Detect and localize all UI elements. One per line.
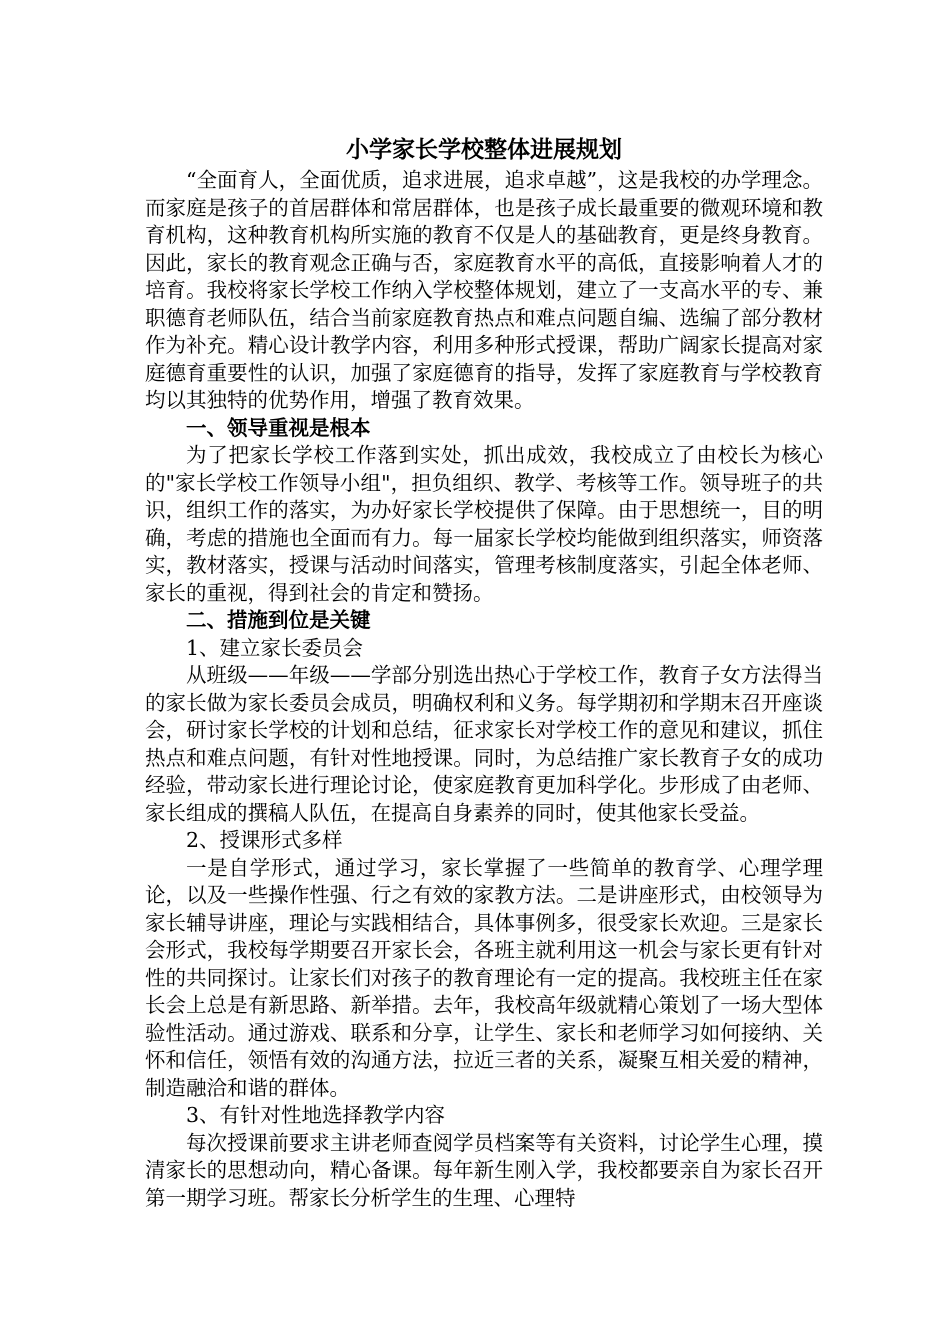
parent-committee-paragraph: 从班级——年级——学部分别选出热心于学校工作，教育子女方法得当的家长做为家长委员会成员，明确权利和义务。每学期初和学期末召开座谈会，研讨家长学校的计划和总结，征求家长对学校工作的意见和建议，抓住热点和难点问题，有针对性地授课。同时，为总结推广家长教育子女的成功经验，带动家长进行理论讨论，使家庭教育更加科学化。步形成了由老师、家长组成的撰稿人队伍，在提高自身素养的同时，使其他家长受益。 [145, 663, 823, 825]
section-heading-leadership: 一、领导重视是根本 [186, 415, 371, 440]
teaching-forms-paragraph: 一是自学形式，通过学习，家长掌握了一些简单的教育学、心理学理论，以及一些操作性强、行之有效的家教方法。二是讲座形式，由校领导为家长辅导讲座，理论与实践相结合，具体事例多，很受家长欢迎。三是家长会形式，我校每学期要召开家长会，各班主就利用这一机会与家长更有针对性的共同探讨。让家长们对孩子的教育理论有一定的提高。我校班主任在家长会上总是有新思路、新举措。去年，我校高年级就精心策划了一场大型体验性活动。通过游戏、联系和分享，让学生、家长和老师学习如何接纳、关怀和信任，领悟有效的沟通方法，拉近三者的关系，凝聚互相关爱的精神，制造融洽和谐的群体。 [145, 855, 823, 1100]
document-title: 小学家长学校整体进展规划 [346, 137, 622, 163]
subheading-teaching-content: 3、有针对性地选择教学内容 [186, 1103, 446, 1127]
subheading-parent-committee: 1、建立家长委员会 [186, 635, 364, 660]
leadership-paragraph: 为了把家长学校工作落到实处，抓出成效，我校成立了由校长为核心的"家长学校工作领导小组"，担负组织、教学、考核等工作。领导班子的共识，组织工作的落实，为办好家长学校提供了保障。由于思想统一，目的明确，考虑的措施也全面而有力。每一届家长学校均能做到组织落实，师资落实，教材落实，授课与活动时间落实，管理考核制度落实，引起全体老师、家长的重视，得到社会的肯定和赞扬。 [145, 443, 823, 605]
document-page [145, 135, 823, 1212]
teaching-content-paragraph: 每次授课前要求主讲老师查阅学员档案等有关资料，讨论学生心理，摸清家长的思想动向，精心备课。每年新生刚入学，我校都要亲自为家长召开第一期学习班。帮家长分析学生的生理、心理特 [145, 1130, 823, 1210]
subheading-teaching-forms: 2、授课形式多样 [186, 828, 343, 852]
intro-paragraph: “全面育人，全面优质，追求进展，追求卓越”，这是我校的办学理念。而家庭是孩子的首居群体和常居群体，也是孩子成长最重要的微观环境和教育机构，这种教育机构所实施的教育不仅是人的基础教育，更是终身教育。因此，家长的教育观念正确与否，家庭教育水平的高低，直接影响着人才的培育。我校将家长学校工作纳入学校整体规划，建立了一支高水平的专、兼职德育老师队伍，结合当前家庭教育热点和难点问题自编、选编了部分教材作为补充。精心设计教学内容，利用多种形式授课，帮助广阔家长提高对家庭德育重要性的认识，加强了家庭德育的指导，发挥了家庭教育与学校教育均以其独特的优势作用，增强了教育效果。 [145, 168, 823, 412]
section-heading-measures: 二、措施到位是关键 [186, 608, 371, 632]
